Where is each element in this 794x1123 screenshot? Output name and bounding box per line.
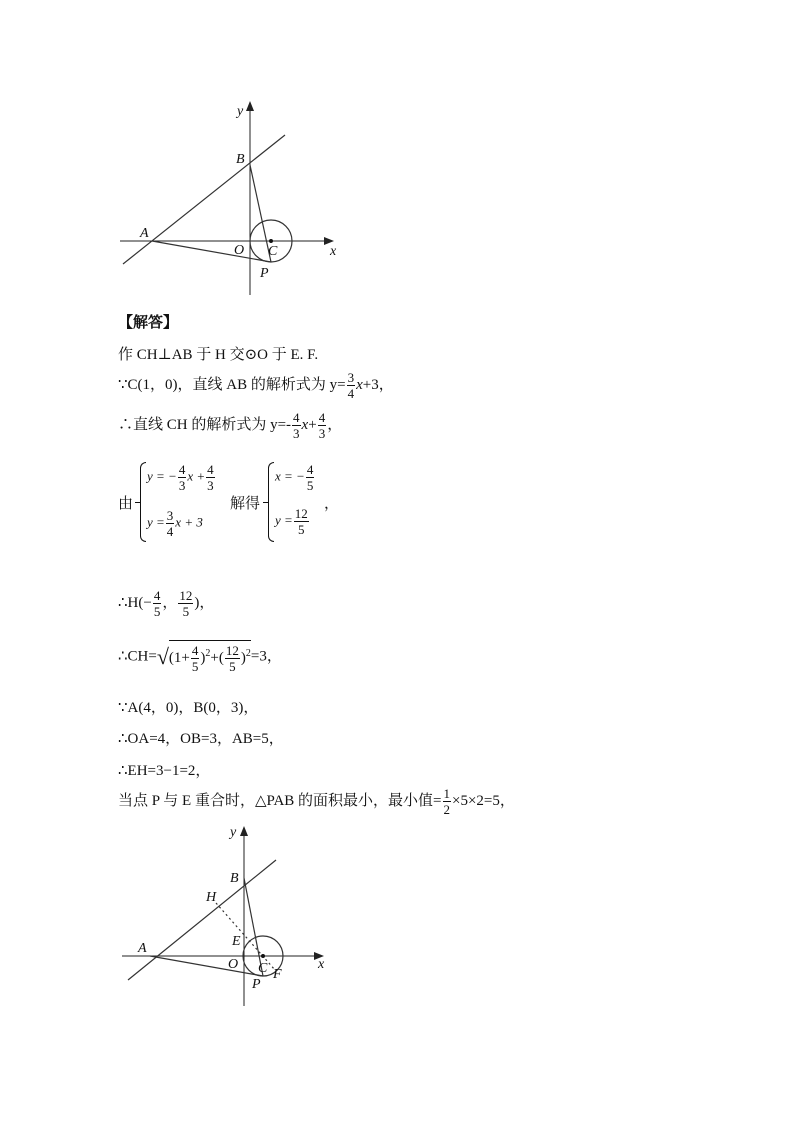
system-jiede: 解得	[230, 496, 261, 512]
label-o: O	[228, 957, 239, 972]
sqrt-sign: √	[156, 644, 169, 669]
solution-line-3: ∴直线 CH 的解析式为 y=- $\frac{4}{3}$ x+ $\frac{4}{3}$ ，	[118, 410, 343, 441]
label-a: A	[140, 226, 149, 241]
y-axis-arrow	[240, 826, 248, 836]
label-h: H	[206, 890, 217, 905]
figure-1-diagram	[110, 95, 350, 305]
solution-line-final: 当点 P 与 E 重合时，△PAB 的面积最小，最小值= $\frac{1}{2}$ ×5×2=5，	[118, 786, 515, 817]
solution-line-oa: ∴OA=4，OB=3，AB=5，	[118, 731, 284, 747]
section-heading: 【解答】	[118, 313, 179, 331]
label-p: P	[260, 266, 269, 281]
label-e: E	[232, 934, 241, 949]
solution-line-2: ∵C(1，0)，直线 AB 的解析式为 y= $\frac{3}{4}$ x+3，	[118, 370, 394, 401]
figure-2-diagram	[110, 820, 350, 1020]
system-eq-2: y = $\frac{3}{4}$ x + 3	[147, 508, 203, 539]
label-o: O	[234, 243, 245, 258]
line-ab	[128, 860, 276, 980]
left-brace-1	[140, 462, 146, 542]
system-sol-1: x = − $\frac{4}{5}$	[275, 462, 314, 493]
label-a: A	[138, 941, 147, 956]
label-b: B	[236, 152, 245, 167]
solution-line-ch: ∴CH=√(1+ $\frac{4}{5}$ )$^2$+( $\frac{12}{5}$ )$^2$=3，	[118, 640, 282, 674]
system-eq-1: y = − $\frac{4}{3}$ x + $\frac{4}{3}$	[147, 462, 214, 493]
label-y: y	[230, 825, 237, 840]
solution-line-h: ∴H(− $\frac{4}{5}$ ， $\frac{12}{5}$ )，	[118, 588, 215, 619]
label-x: x	[318, 957, 325, 972]
system-you: 由	[118, 496, 134, 512]
label-c: C	[258, 961, 268, 976]
solution-line-1: 作 CH⊥AB 于 H 交⊙O 于 E. F.	[118, 347, 319, 363]
y-axis-arrow	[246, 101, 254, 111]
solution-line-ab: ∵A(4，0)，B(0，3)，	[118, 700, 259, 716]
label-b: B	[230, 871, 239, 886]
sqrt-body: (1+ $\frac{4}{5}$ )$^2$+( $\frac{12}{5}$ )$^2$	[169, 640, 251, 674]
system-sol-2: y = $\frac{12}{5}$	[275, 506, 308, 537]
point-c	[269, 239, 273, 243]
line-ab	[123, 135, 285, 264]
left-brace-2	[268, 462, 274, 542]
solution-line-eh: ∴EH=3−1=2，	[118, 763, 211, 779]
label-p: P	[252, 977, 261, 992]
label-c: C	[268, 244, 278, 259]
point-c	[261, 954, 265, 958]
label-f: F	[273, 967, 282, 982]
label-y: y	[237, 104, 244, 119]
label-x: x	[330, 244, 337, 259]
system-end: ，	[324, 496, 340, 512]
